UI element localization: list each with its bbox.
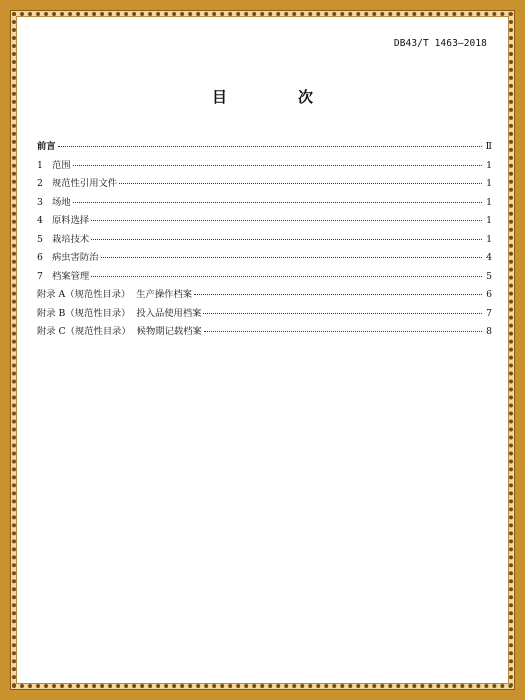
toc-entry-number: 4	[37, 215, 43, 226]
toc-leader-dots	[194, 293, 482, 295]
toc-list	[37, 138, 492, 342]
toc-entry-page: 1	[486, 215, 492, 226]
toc-leader-dots	[91, 238, 482, 240]
toc-entry-1[interactable]	[37, 157, 492, 176]
toc-leader-dots	[91, 275, 482, 277]
toc-entry-page: 5	[486, 270, 492, 282]
toc-entry-5[interactable]	[37, 231, 492, 250]
toc-entry-page: 7	[486, 307, 492, 319]
toc-entry-label: 前言	[37, 141, 56, 152]
toc-entry-page: 8	[486, 326, 492, 337]
toc-leader-dots	[101, 256, 483, 258]
toc-entry-number: 2	[37, 178, 43, 189]
toc-entry-2[interactable]	[37, 175, 492, 194]
toc-leader-dots	[73, 164, 482, 166]
toc-entry-label: 附录 C（规范性目录） 候物期记载档案	[37, 326, 202, 337]
standard-code: DB43/T 1463—2018	[393, 38, 487, 49]
toc-entry-label: 附录 B（规范性目录） 投入品使用档案	[37, 307, 202, 319]
toc-leader-dots	[203, 312, 482, 314]
toc-entry-page: 1	[486, 159, 492, 171]
toc-entry-label: 病虫害防治	[52, 252, 99, 263]
toc-entry-label: 栽培技术	[52, 233, 90, 245]
toc-entry-7[interactable]	[37, 268, 492, 287]
toc-entry-page: 4	[486, 252, 492, 263]
toc-entry-label: 原料选择	[52, 215, 90, 226]
toc-entry-appendix-a[interactable]	[37, 286, 492, 305]
toc-leader-dots	[204, 330, 482, 332]
toc-entry-number: 6	[37, 252, 43, 263]
document-page	[16, 16, 509, 684]
toc-entry-page: Ⅱ	[485, 141, 492, 152]
toc-title: 目 次	[211, 88, 341, 106]
toc-entry-appendix-b[interactable]	[37, 305, 492, 324]
toc-entry-4[interactable]	[37, 212, 492, 231]
toc-entry-label: 规范性引用文件	[52, 178, 118, 189]
toc-entry-page: 1	[486, 178, 492, 189]
toc-leader-dots	[58, 145, 482, 147]
toc-entry-3[interactable]	[37, 194, 492, 213]
toc-entry-page: 1	[486, 196, 492, 208]
toc-entry-6[interactable]	[37, 249, 492, 268]
toc-entry-page: 1	[486, 233, 492, 245]
toc-entry-appendix-c[interactable]	[37, 323, 492, 342]
toc-entry-number: 5	[37, 233, 43, 245]
toc-entry-label: 档案管理	[52, 270, 90, 282]
toc-leader-dots	[91, 219, 482, 221]
toc-entry-label: 范围	[52, 159, 71, 171]
toc-entry-label: 附录 A（规范性目录） 生产操作档案	[37, 289, 193, 300]
toc-entry-label: 场地	[52, 196, 71, 208]
toc-leader-dots	[73, 201, 482, 203]
toc-entry-foreword[interactable]	[37, 138, 492, 157]
toc-entry-number: 7	[37, 270, 43, 282]
toc-leader-dots	[119, 182, 482, 184]
toc-entry-page: 6	[486, 289, 492, 300]
toc-entry-number: 1	[37, 159, 43, 171]
toc-entry-number: 3	[37, 196, 43, 208]
